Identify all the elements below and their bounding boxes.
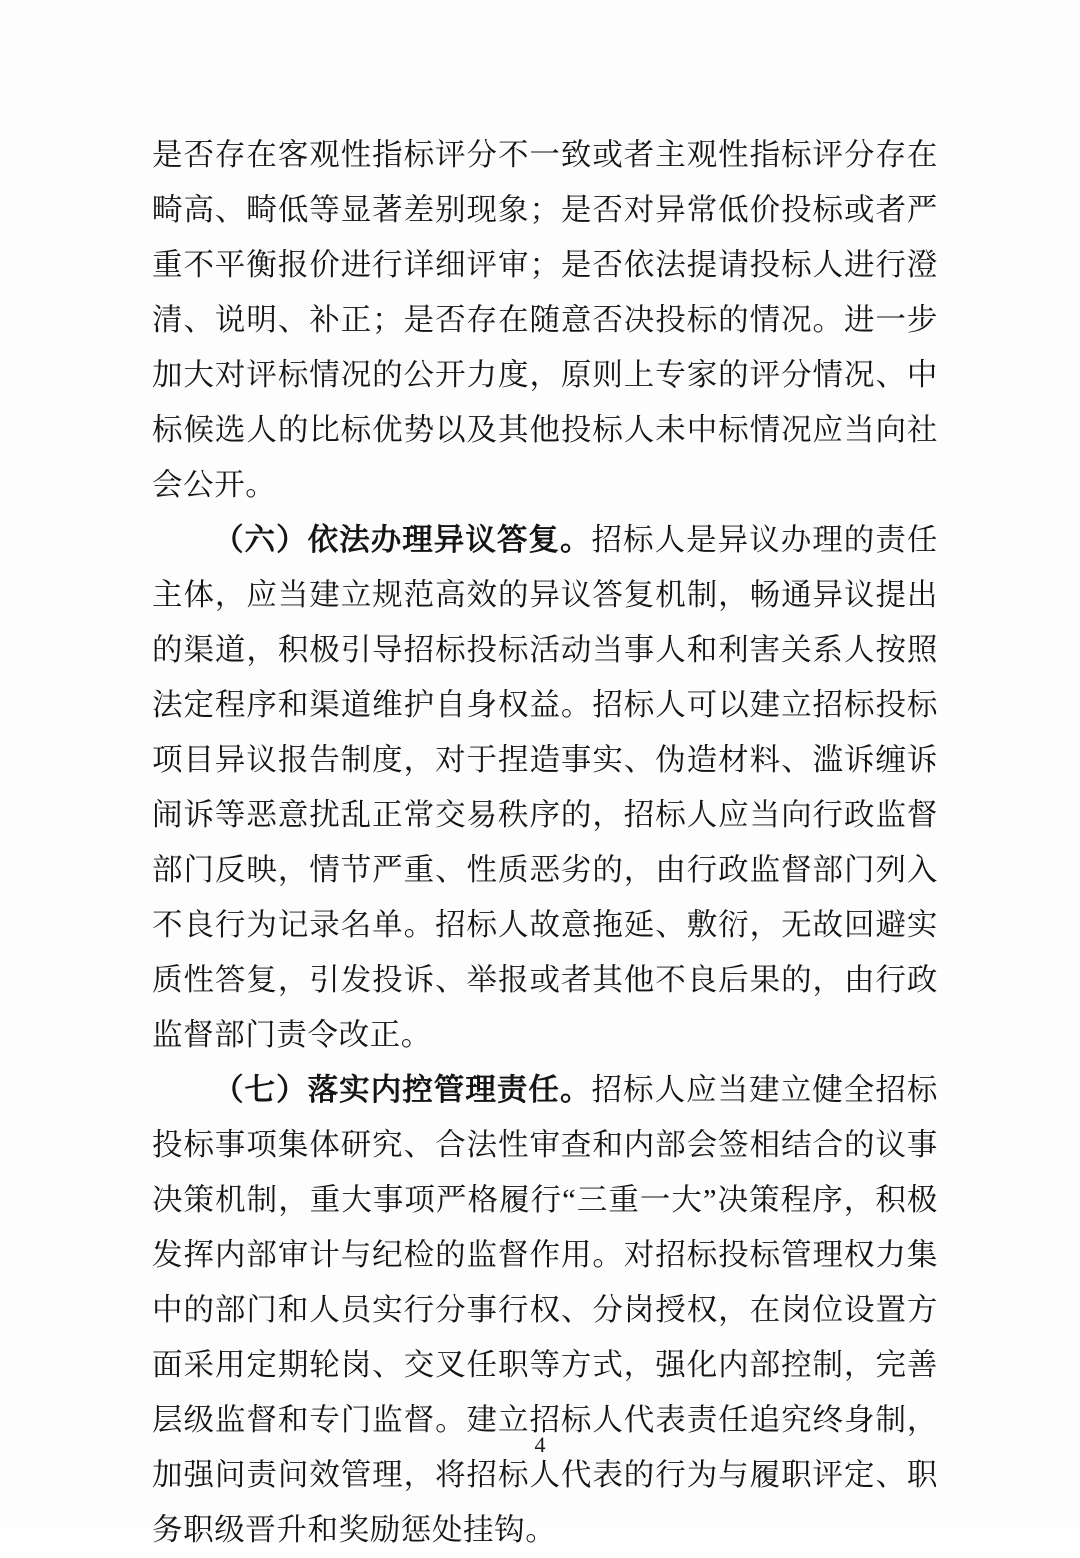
paragraph-3-text: 招标人应当建立健全招标投标事项集体研究、合法性审查和内部会签相结合的议事决策机制，重大事项严格履行“三重一大”决策程序，积极发挥内部审计与纪检的监督作用。对招标投标管理权力集中的部门和人员实行分事行权、分岗授权，在岗位设置方面采用定期轮岗、交叉任职等方式，强化内部控制，完善层级监督和专门监督。建立招标人代表责任追究终身制，加强问责问效管理，将招标人代表的行为与履职评定、职务职级晋升和奖励惩处挂钩。 (152, 1073, 938, 1547)
paragraph-1 (152, 128, 938, 513)
paragraph-1-text: 是否存在客观性指标评分不一致或者主观性指标评分存在畸高、畸低等显著差别现象；是否对异常低价投标或者严重不平衡报价进行详细评审；是否依法提请投标人进行澄清、说明、补正；是否存在随意否决投标的情况。进一步加大对评标情况的公开力度，原则上专家的评分情况、中标候选人的比标优势以及其他投标人未中标情况应当向社会公开。 (152, 138, 938, 502)
paragraph-2-heading: （六）依法办理异议答复。 (213, 523, 592, 557)
paragraph-2 (152, 513, 938, 1063)
paragraph-3-heading: （七）落实内控管理责任。 (213, 1073, 592, 1107)
page-number: 4 (534, 1432, 546, 1457)
paragraph-2-text: 招标人是异议办理的责任主体，应当建立规范高效的异议答复机制，畅通异议提出的渠道，积极引导招标投标活动当事人和利害关系人按照法定程序和渠道维护自身权益。招标人可以建立招标投标项目异议报告制度，对于捏造事实、伪造材料、滥诉缠诉闹诉等恶意扰乱正常交易秩序的，招标人应当向行政监督部门反映，情节严重、性质恶劣的，由行政监督部门列入不良行为记录名单。招标人故意拖延、敷衍，无故回避实质性答复，引发投诉、举报或者其他不良后果的，由行政监督部门责令改正。 (152, 523, 938, 1052)
paragraph-3 (152, 1063, 938, 1558)
document-body (152, 128, 938, 1558)
